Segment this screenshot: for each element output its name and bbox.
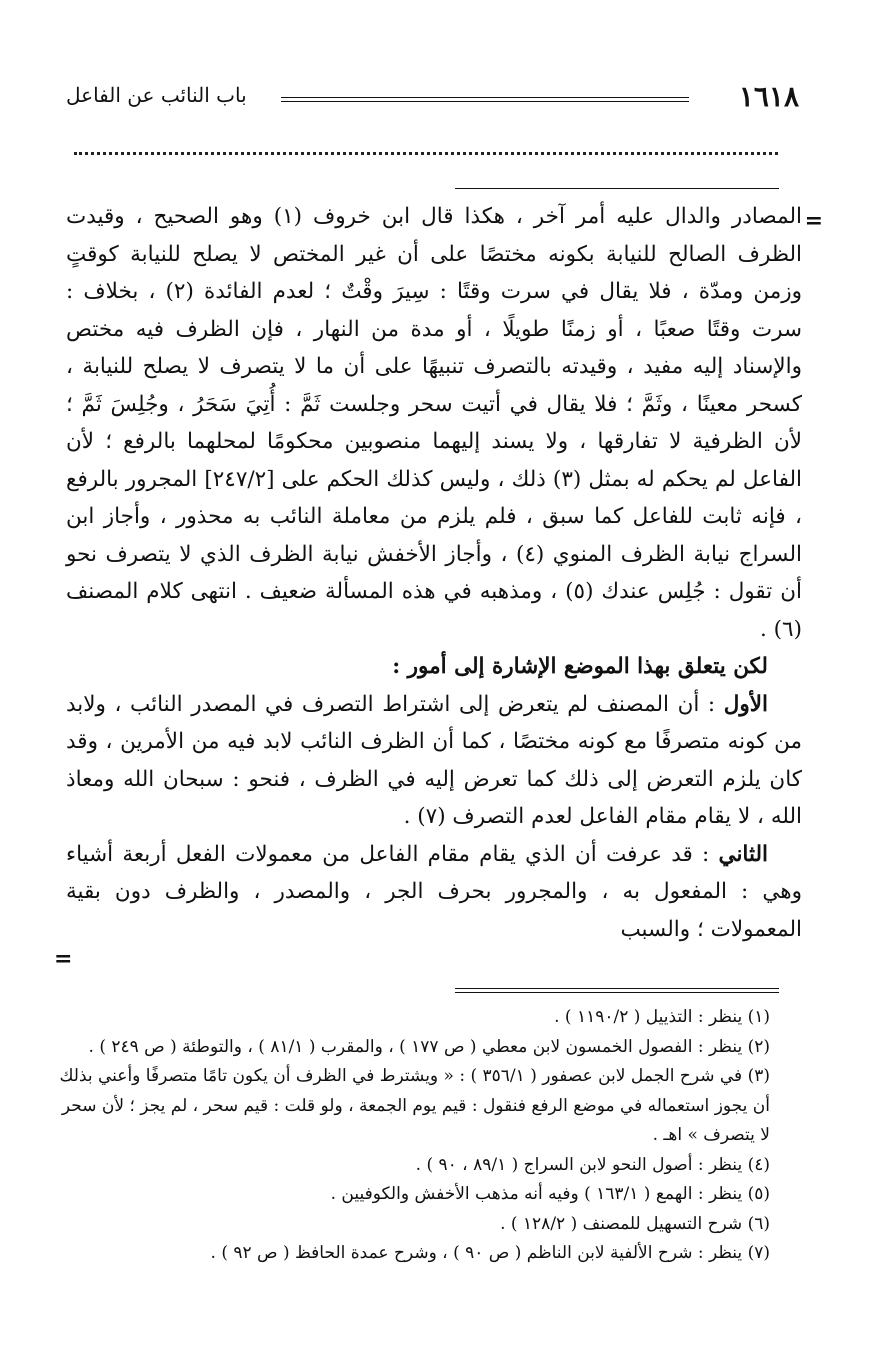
continues-marker: = <box>54 946 73 972</box>
header-double-rule <box>281 97 689 102</box>
footnote-item: (٦) شرح التسهيل للمصنف ( ١٢٨/٢ ) . <box>500 1213 770 1234</box>
paragraph-continuation: المصادر والدال عليه أمر آخر ، هكذا قال ابن خروف (١) وهو الصحيح ، وقيدت الظرف الصالح للنيابة بكونه مختصًا على أن غير المختص لا يصلح للنيابة كوقتٍ وزمن ومدّة ، فلا يقال في سرت وقتًا : سِيرَ وقْتٌ ؛ لعدم الفائدة (٢) ، بخلاف : سرت وقتًا صعبًا ، أو زمنًا طويلًا ، أو مدة من النهار ، فإن الظرف فيه مختص والإسناد إليه مفيد ، وقيدته بالتصرف تنبيهًا على أن ما لا يتصرف لا يصلح للنيابة ، كسحر معينًا ، وثَمَّ ؛ فلا يقال في أتيت سحر وجلست ثَمَّ : أُتِيَ سَحَرُ ، وجُلِسَ ثَمَّ ؛ لأن الظرفية لا تفارقها ، ولا يسند إليهما منصوبين محكومًا لمحلهما بالرفع ؛ لأن الفاعل لم يحكم له بمثل (٣) ذلك ، وليس كذلك الحكم على [٢٤٧/٢] المجرور بالرفع ، فإنه ثابت للفاعل كما سبق ، فلم يلزم من معاملة النائب به محذور ، وأجاز ابن السراج نيابة الظرف المنوي (٤) ، وأجاز الأخفش نيابة الظرف الذي لا يتصرف نحو أن تقول : جُلِس عندك (٥) ، ومذهبه في هذه المسألة ضعيف . انتهى كلام المصنف (٦) . <box>66 204 802 642</box>
continuation-rule <box>455 188 779 189</box>
footnotes <box>58 1003 770 1269</box>
footnote-item: (٧) ينظر : شرح الألفية لابن الناظم ( ص ٩٠ ) ، وشرح عمدة الحافظ ( ص ٩٢ ) . <box>210 1243 770 1263</box>
point-second <box>66 836 802 949</box>
footnote-item: (١) ينظر : التذييل ( ١١٩٠/٢ ) . <box>554 1007 770 1027</box>
page-header <box>66 80 799 120</box>
footnote-item: (٤) ينظر : أصول النحو لابن السراج ( ٨٩/١ ، ٩٠ ) . <box>415 1154 770 1175</box>
footnote-item: (٢) ينظر : الفصول الخمسون لابن معطي ( ص ١٧٧ ) ، والمقرب ( ٨١/١ ) ، والتوطئة ( ص ٢٤٩ ) . <box>88 1036 770 1057</box>
page-number: ١٦١٨ <box>738 80 799 113</box>
chapter-title: باب النائب عن الفاعل <box>66 83 247 107</box>
continued-marker: = <box>804 208 823 234</box>
point-first <box>66 686 802 836</box>
point-second-lead: الثاني <box>718 841 768 867</box>
header-dotted-separator <box>74 152 778 155</box>
point-first-text: : أن المصنف لم يتعرض إلى اشتراط التصرف في المصدر النائب ، ولابد من كونه متصرفًا مع كونه مختصًا ، كما أن الظرف النائب لابد فيه من الأمرين ، وقد كان يلزم التعرض إلى ذلك كما تعرض إليه في الظرف ، فنحو : سبحان الله ومعاذ الله ، لا يقام مقام الفاعل لعدم التصرف (٧) . <box>66 691 802 829</box>
section-subheading: لكن يتعلق بهذا الموضع الإشارة إلى أمور : <box>392 654 768 679</box>
main-text <box>66 198 802 948</box>
footnote-item: (٣) في شرح الجمل لابن عصفور ( ٣٥٦/١ ) : « ويشترط في الظرف أن يكون تامًا متصرفًا وأعني بذلك أن يجوز استعماله في موضع الرفع فنقول : قيم يوم الجمعة ، ولو قلت : قيم سحر ، لم يجز ؛ لأن سحر لا يتصرف » اهـ . <box>59 1066 770 1145</box>
footnote-double-rule <box>455 988 779 993</box>
point-first-lead: الأول <box>723 691 768 717</box>
footnote-item: (٥) ينظر : الهمع ( ١٦٣/١ ) وفيه أنه مذهب الأخفش والكوفيين . <box>330 1184 770 1204</box>
point-second-text: : قد عرفت أن الذي يقام مقام الفاعل من معمولات الفعل أربعة أشياء وهي : المفعول به ، والمجرور بحرف الجر ، والمصدر ، والظرف دون بقية المعمولات ؛ والسبب <box>66 841 802 942</box>
